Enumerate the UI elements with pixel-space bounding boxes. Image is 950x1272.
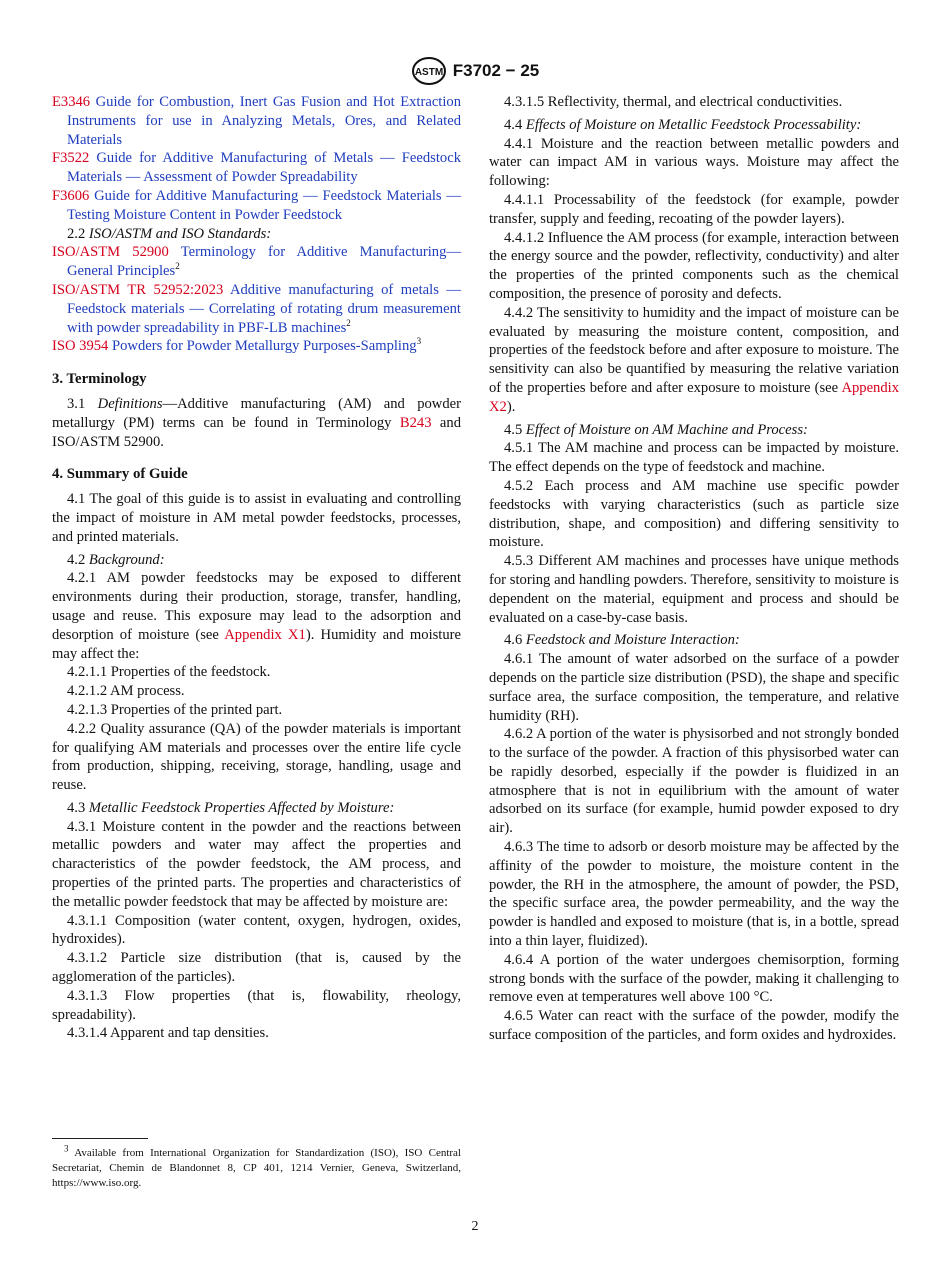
- left-column: [52, 93, 461, 1043]
- paragraph-4-4: 4.4 Effects of Moisture on Metallic Feedstock Processability:: [504, 116, 862, 133]
- section-3-heading: 3. Terminology: [52, 371, 147, 388]
- page-number: 2: [471, 1219, 479, 1234]
- paragraph-4-5-1: 4.5.1 The AM machine and process can be impacted by moisture. The effect depends on the type of feedstock and machine.: [489, 440, 899, 476]
- paragraph-4-2: 4.2 Background:: [67, 551, 165, 568]
- ref-code-link[interactable]: F3522: [52, 150, 90, 167]
- paragraph-4-4-2: 4.4.2 The sensitivity to humidity and the impact of moisture can be evaluated by measuring the moisture content, composition, and properties of the feedstock before and after exposure to moisture. The sensitivity can also be quantified by measuring the relative variation of the properties before and after exposure to moisture (see Appendix X2).: [489, 304, 899, 415]
- paragraph-4-3: 4.3 Metallic Feedstock Properties Affected by Moisture:: [67, 799, 395, 816]
- reference-iso-astm-52900: ISO/ASTM 52900 Terminology for Additive Manufacturing—General Principles$^2$: [52, 244, 461, 280]
- paragraph-4-5-3: 4.5.3 Different AM machines and processes have unique methods for storing and handling powders. Therefore, sensitivity to moisture is dependent on the material, equipment and process and should be evaluated on a case-by-case basis.: [489, 553, 899, 626]
- paragraph-4-2-1: 4.2.1 AM powder feedstocks may be exposed to different environments during their production, storage, transfer, handling, usage and reuse. This exposure may lead to the adsorption and desorption of moisture (see Appendix X1). Humidity and moisture may affect the:: [52, 570, 461, 662]
- ref-code-link[interactable]: ISO 3954: [52, 338, 109, 355]
- ref-title-link[interactable]: Guide for Additive Manufacturing — Feedstock Materials — Testing Moisture Content in Powder Feedstock: [67, 187, 461, 223]
- footnote-3: $^3$ Available from International Organization for Standardization (ISO), ISO Central Secretariat, Chemin de Blandonnet 8, CP 401, 1214 Vernier, Geneva, Switzerland, https://www.iso.org.: [52, 1143, 461, 1189]
- paragraph-4-4-1: 4.4.1 Moisture and the reaction between metallic powders and water can impact AM in various ways. Moisture may affect the following:: [489, 135, 899, 190]
- ref-title-link[interactable]: Guide for Combustion, Inert Gas Fusion and Hot Extraction Instruments for use in Analyzing Metals, Ores, and Related Materials: [67, 94, 461, 148]
- right-column: [489, 93, 899, 1045]
- ref-code-link[interactable]: ISO/ASTM TR 52952:2023: [52, 281, 224, 298]
- paragraph-3-1: 3.1 Definitions—Additive manufacturing (AM) and powder metallurgy (PM) terms can be found in Terminology B243 and ISO/ASTM 52900.: [52, 395, 461, 450]
- paragraph-4-2-2: 4.2.2 Quality assurance (QA) of the powder materials is important for qualifying AM materials and processes over the entire life cycle from production, shipping, receiving, storage, handling, usage and reuse.: [52, 720, 461, 794]
- paragraph-4-6: 4.6 Feedstock and Moisture Interaction:: [504, 632, 740, 649]
- paragraph-4-2-1-2: 4.2.1.2 AM process.: [67, 683, 185, 700]
- appendix-x2-link[interactable]: Appendix X2: [489, 379, 899, 415]
- appendix-x1-link[interactable]: Appendix X1: [224, 626, 306, 643]
- paragraph-4-3-1-4: 4.3.1.4 Apparent and tap densities.: [67, 1025, 269, 1042]
- paragraph-4-3-1-1: 4.3.1.1 Composition (water content, oxygen, hydrogen, oxides, hydroxides).: [52, 912, 461, 948]
- ref-title-link[interactable]: Additive manufacturing of metals — Feedstock materials — Correlating of rotating drum measurement with powder spreadability in PBF-LB machines: [67, 281, 461, 336]
- reference-iso-astm-tr-52952: ISO/ASTM TR 52952:2023 Additive manufacturing of metals — Feedstock materials — Correlating of rotating drum measurement with powder spreadability in PBF-LB machines$^2$: [52, 281, 461, 336]
- ref-code-link[interactable]: F3606: [52, 187, 90, 204]
- paragraph-4-1: 4.1 The goal of this guide is to assist in evaluating and controlling the impact of moisture in AM metal powder feedstocks, processes, and printed materials.: [52, 491, 461, 545]
- astm-logo-icon: [411, 56, 447, 86]
- paragraph-4-4-1-1: 4.4.1.1 Processability of the feedstock (for example, powder transfer, supply and feeding, recoating of the powder layers).: [489, 191, 899, 227]
- paragraph-4-5-2: 4.5.2 Each process and AM machine use specific powder feedstocks with varying characteristics (such as particle size distribution, shape, and composition) and differing sensitivity to moisture.: [489, 477, 899, 551]
- paragraph-4-4-1-2: 4.4.1.2 Influence the AM process (for example, interaction between the energy source and the powder, reflectivity, conductivity) and alter the properties of the printed components such as the chemical composition, the presence of porosity and defects.: [489, 229, 899, 302]
- reference-f3522: [52, 149, 461, 187]
- svg-text:ASTM: ASTM: [414, 67, 443, 78]
- ref-title-link[interactable]: Powders for Powder Metallurgy Purposes-Sampling: [112, 338, 417, 355]
- ref-title-link[interactable]: Terminology for Additive Manufacturing—General Principles: [67, 244, 461, 280]
- reference-e3346: [52, 93, 461, 149]
- paragraph-4-3-1-3: 4.3.1.3 Flow properties (that is, flowability, rheology, spreadability).: [52, 987, 461, 1023]
- page-header: [0, 56, 950, 86]
- reference-f3606: [52, 187, 461, 225]
- paragraph-4-6-3: 4.6.3 The time to adsorb or desorb moisture may be affected by the affinity of the powder to moisture, the moisture content in the powder, the RH in the atmosphere, the amount of powder, the PSD, the specific surface area, the powder permeability, and the way the powder is handled and exposed to moisture (that is, in a bottle, spread into a thin layer, fluidized).: [489, 839, 899, 950]
- paragraph-4-2-1-1: 4.2.1.1 Properties of the feedstock.: [67, 664, 271, 681]
- b243-link[interactable]: B243: [399, 414, 432, 431]
- section-2-2-heading: 2.2 ISO/ASTM and ISO Standards:: [67, 225, 272, 242]
- section-4-heading: 4. Summary of Guide: [52, 466, 188, 483]
- footnote-divider: [52, 1138, 148, 1139]
- ref-code-link[interactable]: E3346: [52, 94, 91, 110]
- ref-code-link[interactable]: ISO/ASTM 52900: [52, 244, 169, 261]
- paragraph-4-3-1-2: 4.3.1.2 Particle size distribution (that is, caused by the agglomeration of the particles).: [52, 950, 461, 986]
- ref-title-link[interactable]: Guide for Additive Manufacturing of Metals — Feedstock Materials — Assessment of Powder Spreadability: [67, 150, 461, 186]
- paragraph-4-6-4: 4.6.4 A portion of the water undergoes chemisorption, forming strong bonds with the surface of the powder, making it challenging to remove even at temperatures well above 100 °C.: [489, 951, 899, 1006]
- paragraph-4-5: 4.5 Effect of Moisture on AM Machine and Process:: [504, 421, 808, 438]
- paragraph-4-6-5: 4.6.5 Water can react with the surface of the powder, modify the surface composition of the particles, and form oxides and hydroxides.: [489, 1008, 899, 1044]
- paragraph-4-3-1: 4.3.1 Moisture content in the powder and the reactions between metallic powders and water may affect the properties and characteristics of the powder feedstock, the AM process, and properties of the printed parts. The properties and characteristics of the metallic powder feedstock that may be affected by moisture are:: [52, 818, 461, 910]
- reference-iso-3954: ISO 3954 Powders for Powder Metallurgy Purposes-Sampling$^3$: [52, 336, 422, 355]
- paragraph-4-6-1: 4.6.1 The amount of water adsorbed on the surface of a powder depends on the particle size distribution (PSD), the shape and specific surface area, the surface composition, the temperature, and relative humidity (RH).: [489, 651, 899, 724]
- paragraph-4-2-1-3: 4.2.1.3 Properties of the printed part.: [67, 701, 283, 718]
- paragraph-4-3-1-5: 4.3.1.5 Reflectivity, thermal, and electrical conductivities.: [504, 94, 843, 110]
- paragraph-4-6-2: 4.6.2 A portion of the water is physisorbed and not strongly bonded to the surface of the powder. A fraction of this physisorbed water can be rapidly desorbed, especially if the powder is fluidized in an atmosphere that is not in equilibrium with the amount of water adsorbed on its surface (for example, humid powder exposed to dry air).: [489, 726, 899, 837]
- document-id: F3702 − 25: [452, 61, 540, 80]
